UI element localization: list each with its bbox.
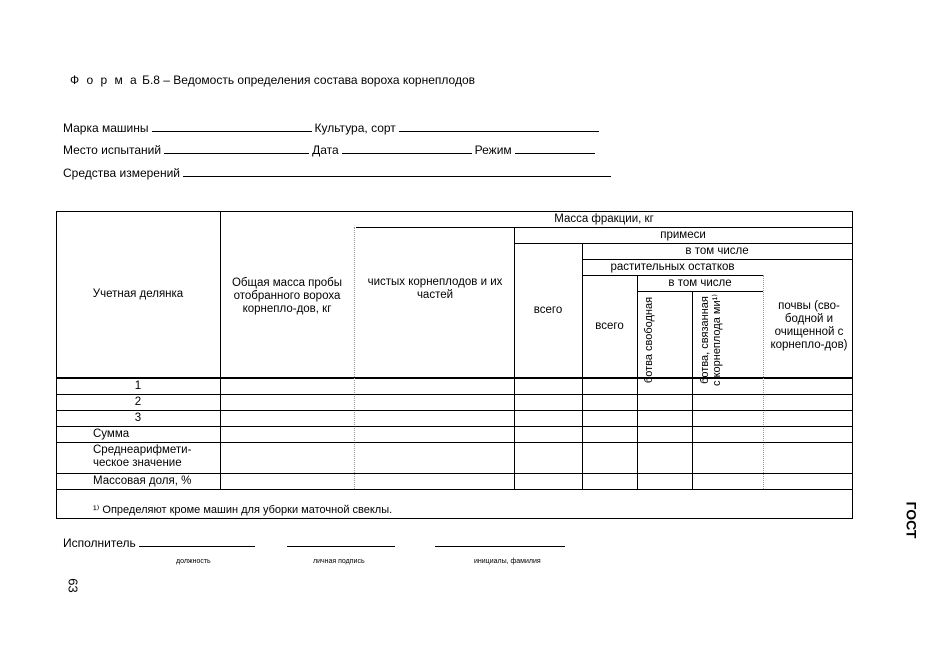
table-footnote: ¹⁾ Определяют кроме машин для уборки маточной свеклы. [93,504,393,516]
caption-signature: личная подпись [313,558,365,565]
signature-label: Исполнитель [63,536,136,550]
field-date-label: Дата [312,143,339,157]
col-tops-bound-header: ботва, связанная с корнеплода ми¹⁾ [699,294,723,386]
field-place-row [63,143,598,157]
field-place-label: Место испытаний [63,143,162,157]
field-machine-blank[interactable] [152,130,312,132]
composition-table [56,211,853,519]
signature-sign-blank[interactable] [287,545,395,547]
form-prefix: Ф о р м а [70,73,139,87]
form-title-text: Б.8 – Ведомость определения состава вороха корнеплодов [142,73,475,87]
field-place-blank[interactable] [164,152,309,154]
row-mass-share: Массовая доля, % [93,475,192,487]
field-instruments-label: Средства измерений [63,166,181,180]
signature-name-blank[interactable] [435,545,565,547]
col-plant-residue-header: растительных остатков [610,260,735,273]
field-instruments-row [63,166,614,180]
field-instruments-blank[interactable] [183,175,611,177]
col-all-header: всего [533,303,563,316]
caption-position: должность [176,558,211,565]
col-including-header: в том числе [685,244,749,257]
col-fraction-header: Масса фракции, кг [554,212,654,225]
form-title [70,73,475,87]
caption-name: инициалы, фамилия [474,558,541,565]
col-total-header: Общая масса пробы отобранного вороха корнепло-дов, кг [231,276,343,315]
gost-mark: ГОСТ [903,501,920,539]
col-impurities-header: примеси [660,228,706,241]
row-3: 3 [134,412,142,424]
field-crop-blank[interactable] [399,130,599,132]
col-including2-header: в том числе [668,276,732,289]
field-date-blank[interactable] [342,152,472,154]
signature-row [63,536,568,550]
field-mode-label: Режим [474,143,512,157]
row-mean: Среднеарифмети-ческое значение [93,444,192,469]
page-number: 63 [65,578,81,593]
field-machine-label: Марка машины [63,121,149,135]
row-2: 2 [134,396,142,408]
field-machine-row [63,121,602,135]
col-plot-header: Учетная делянка [92,287,184,300]
col-soil-header: почвы (сво-бодной и очищенной с корнепло-дов) [770,300,848,351]
col-all2-header: всего [595,319,624,332]
row-sum: Сумма [93,428,130,440]
row-1: 1 [134,380,142,392]
field-mode-blank[interactable] [515,152,595,154]
col-clean-header: чистых корнеплодов и их частей [367,276,503,301]
signature-position-blank[interactable] [139,545,255,547]
field-crop-label: Культура, сорт [314,121,396,135]
col-tops-free-header: ботва свободная [643,296,655,384]
